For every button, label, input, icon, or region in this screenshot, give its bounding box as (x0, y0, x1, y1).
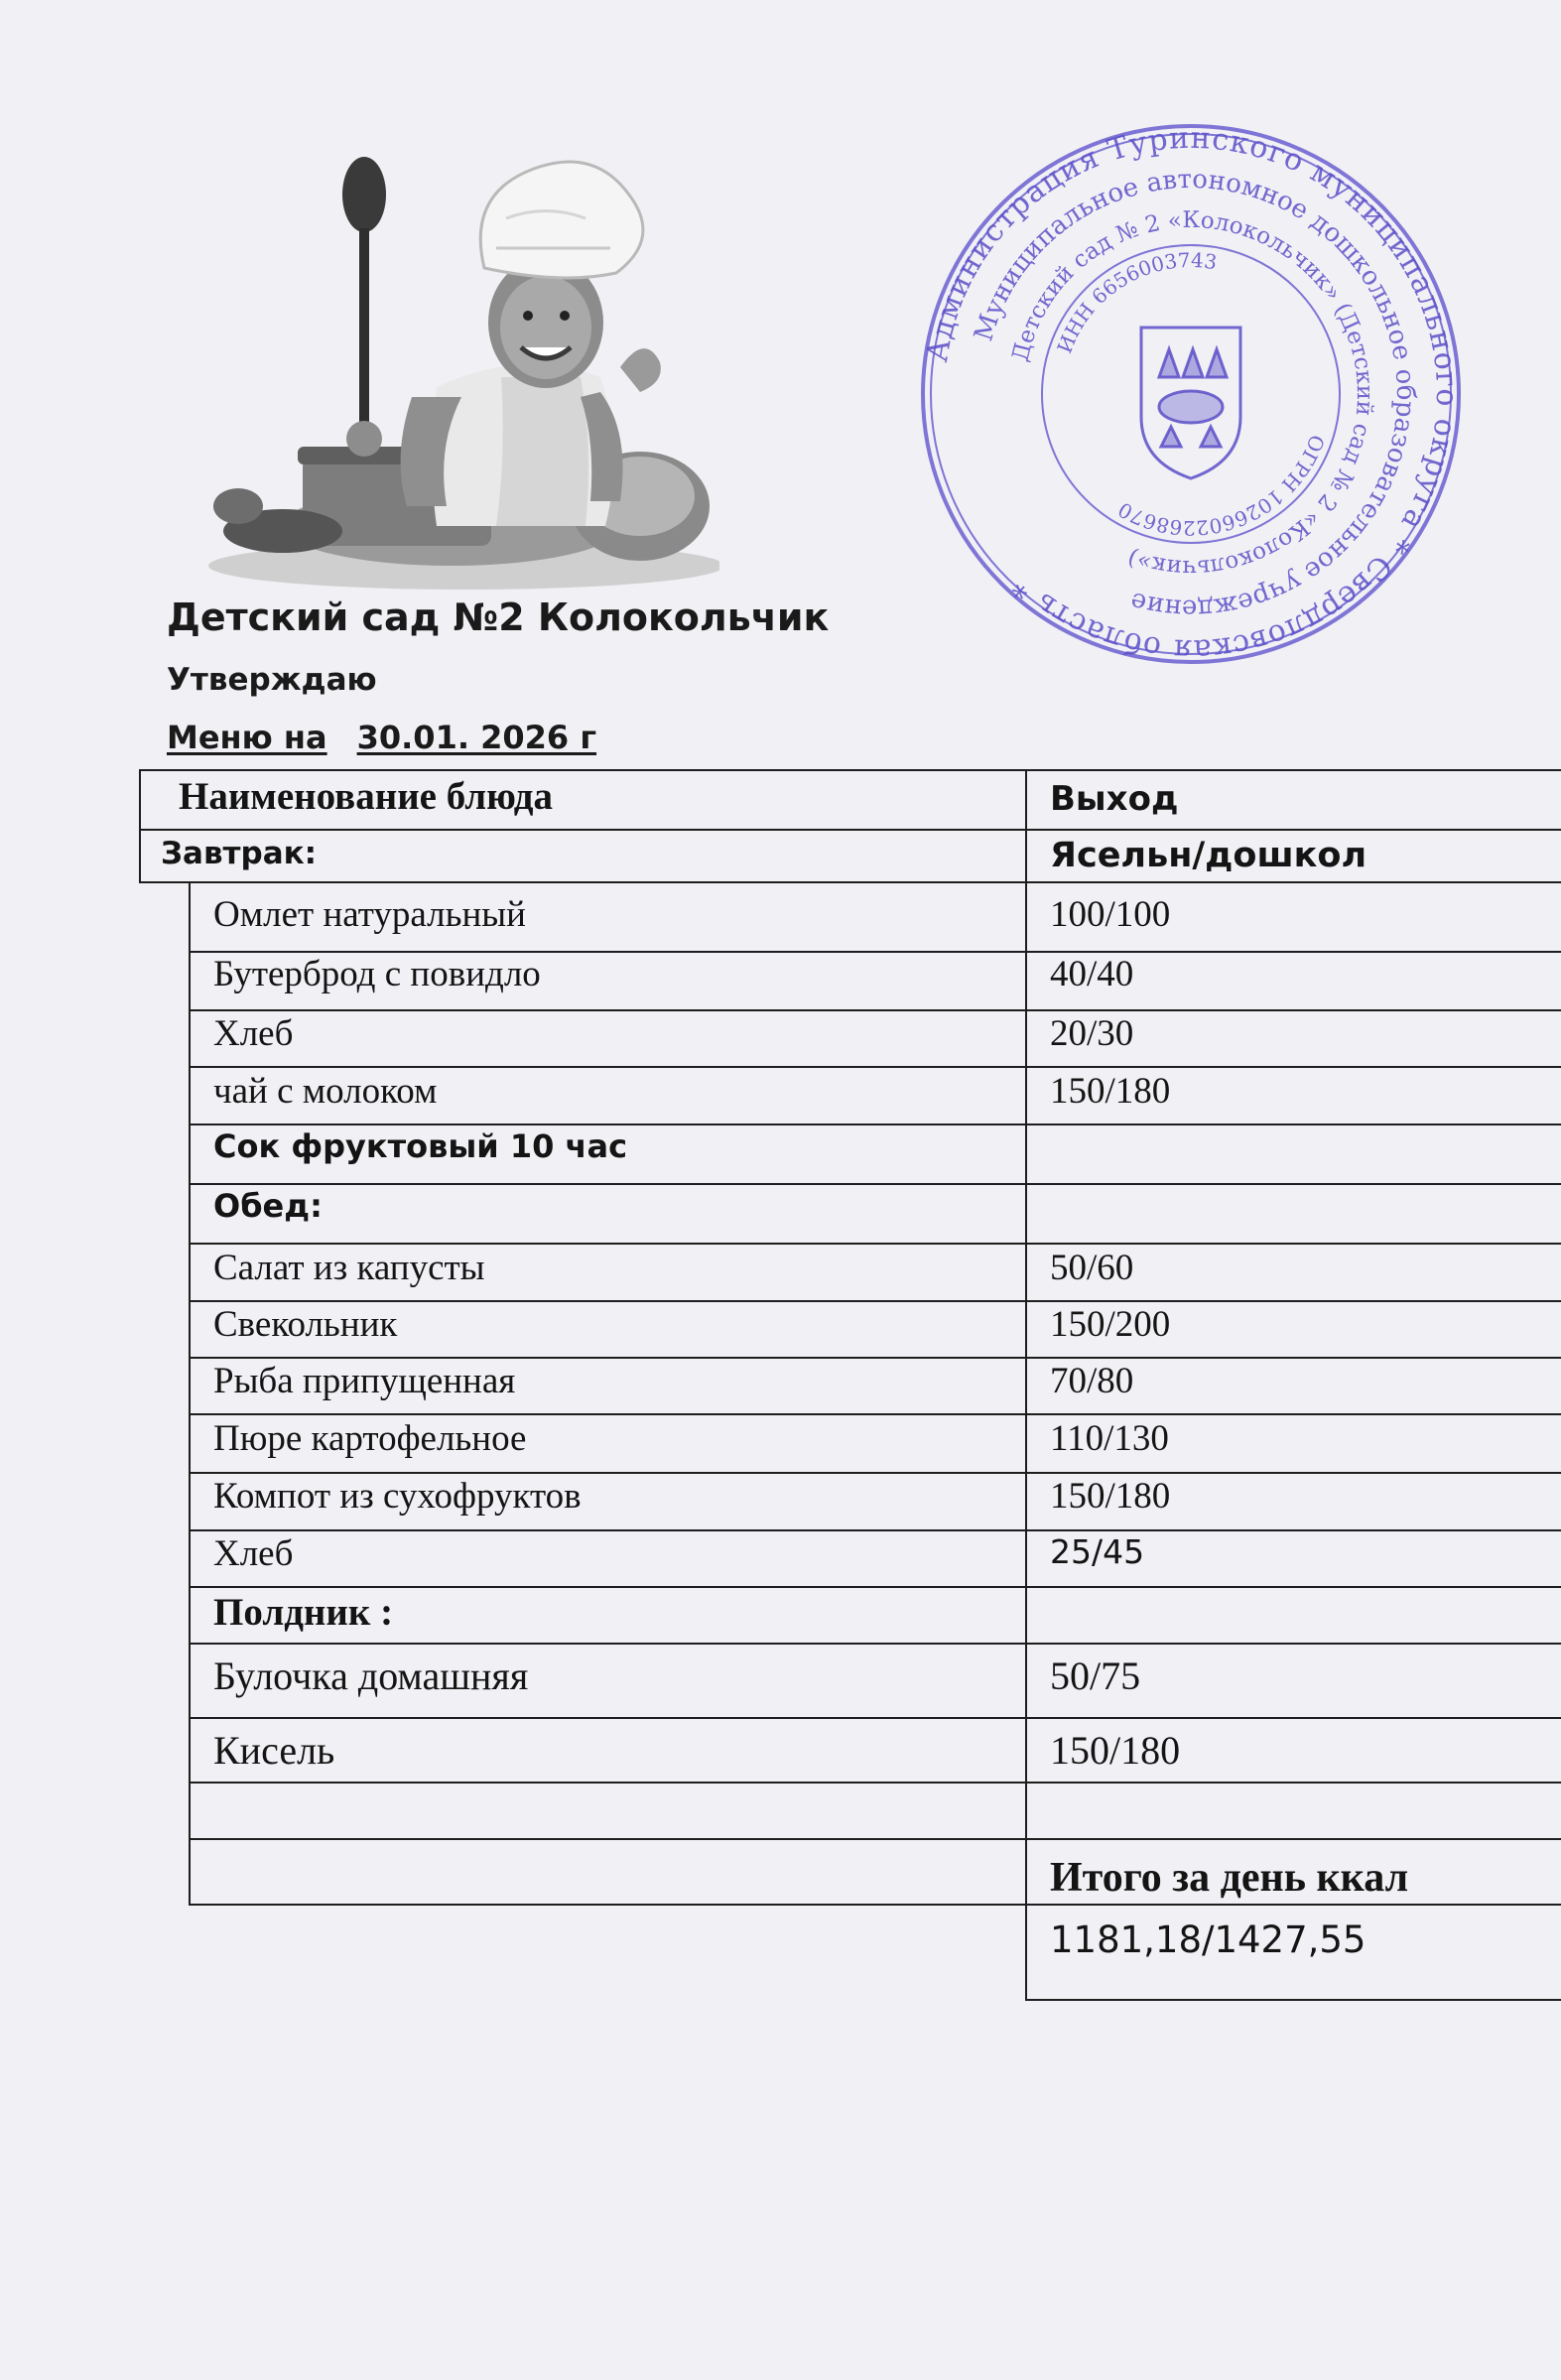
dish-name: Салат из капусты (213, 1248, 485, 1288)
dish-name: Сок фруктовый 10 час (213, 1127, 628, 1165)
coat-of-arms-icon (1141, 328, 1240, 478)
svg-text:ИНН 6656003743: ИНН 6656003743 (1052, 247, 1219, 357)
dish-output: 150/200 (1050, 1304, 1171, 1345)
table-rule (139, 769, 141, 883)
table-rule (189, 1066, 1561, 1068)
table-rule (189, 1183, 1561, 1185)
table-rule (189, 1009, 1561, 1011)
dish-output: 100/100 (1050, 894, 1171, 935)
table-rule (189, 1472, 1561, 1474)
dish-output: Итого за день ккал (1050, 1855, 1409, 1901)
dish-output: 150/180 (1050, 1071, 1171, 1112)
dish-output: 20/30 (1050, 1013, 1134, 1054)
svg-text:Администрация Туринского муниц: Администрация Туринского муниципального округа * Свердловская область * (920, 124, 1465, 665)
table-rule (189, 1838, 1561, 1840)
dish-output: 25/45 (1050, 1532, 1145, 1571)
column-header-dish: Наименование блюда (179, 775, 553, 818)
breakfast-label: Завтрак: (161, 836, 318, 871)
dish-output: 70/80 (1050, 1361, 1134, 1401)
dish-output: 40/40 (1050, 954, 1134, 994)
table-rule (189, 1124, 1561, 1125)
total-kcal-value: 1181,18/1427,55 (1050, 1918, 1366, 1961)
dish-name: Хлеб (213, 1533, 294, 1574)
menu-date-line (167, 719, 596, 756)
table-rule (189, 1413, 1561, 1415)
svg-text:Детский сад № 2 «Колокольчик»: Детский сад № 2 «Колокольчик» (Детский сад № 2 «Колокольчик») (1007, 206, 1378, 582)
age-groups-label: Ясельн/дошкол (1050, 836, 1367, 875)
dish-name: Кисель (213, 1728, 335, 1773)
menu-label: Меню на (167, 719, 327, 756)
dish-name: Обед: (213, 1187, 323, 1225)
table-rule (189, 1717, 1561, 1719)
column-header-output: Выход (1050, 779, 1179, 819)
table-rule (189, 1586, 1561, 1588)
dish-name: Полдник : (213, 1591, 394, 1634)
chef-child-illustration (203, 149, 719, 591)
table-rule (189, 1529, 1561, 1531)
table-rule (189, 1782, 1561, 1784)
dish-name: Пюре картофельное (213, 1418, 527, 1459)
menu-date: 30.01. 2026 г (356, 719, 597, 756)
table-rule (139, 769, 1561, 771)
dish-output: 150/180 (1050, 1728, 1181, 1773)
table-rule (189, 1357, 1561, 1359)
dish-name: Компот из сухофруктов (213, 1476, 582, 1517)
approval-label: Утверждаю (167, 662, 377, 698)
table-rule (189, 1643, 1561, 1645)
table-rule (1025, 1999, 1561, 2001)
table-rule (189, 1243, 1561, 1245)
dish-output: 50/75 (1050, 1653, 1141, 1698)
dish-output: 110/130 (1050, 1418, 1169, 1459)
table-rule (189, 881, 191, 1906)
svg-text:ОГРН 1026602268670: ОГРН 1026602268670 (1113, 431, 1330, 541)
dish-name: Омлет натуральный (213, 894, 526, 935)
official-stamp (913, 124, 1469, 665)
table-rule (1025, 769, 1027, 2001)
dish-name: Хлеб (213, 1013, 294, 1054)
dish-output: 50/60 (1050, 1248, 1134, 1288)
svg-text:Муниципальное автономное дошко: Муниципальное автономное дошкольное образовательное учреждение (969, 164, 1421, 624)
dish-name: Свекольник (213, 1304, 398, 1345)
table-rule (189, 1904, 1561, 1906)
table-rule (139, 829, 1561, 831)
dish-name: Бутерброд с повидло (213, 954, 541, 994)
dish-output: 150/180 (1050, 1476, 1171, 1517)
table-rule (139, 881, 1561, 883)
dish-name: Рыба припущенная (213, 1361, 516, 1401)
institution-name: Детский сад №2 Колокольчик (167, 595, 830, 639)
dish-name: чай с молоком (213, 1071, 438, 1112)
dish-name: Булочка домашняя (213, 1653, 529, 1698)
table-rule (189, 1300, 1561, 1302)
